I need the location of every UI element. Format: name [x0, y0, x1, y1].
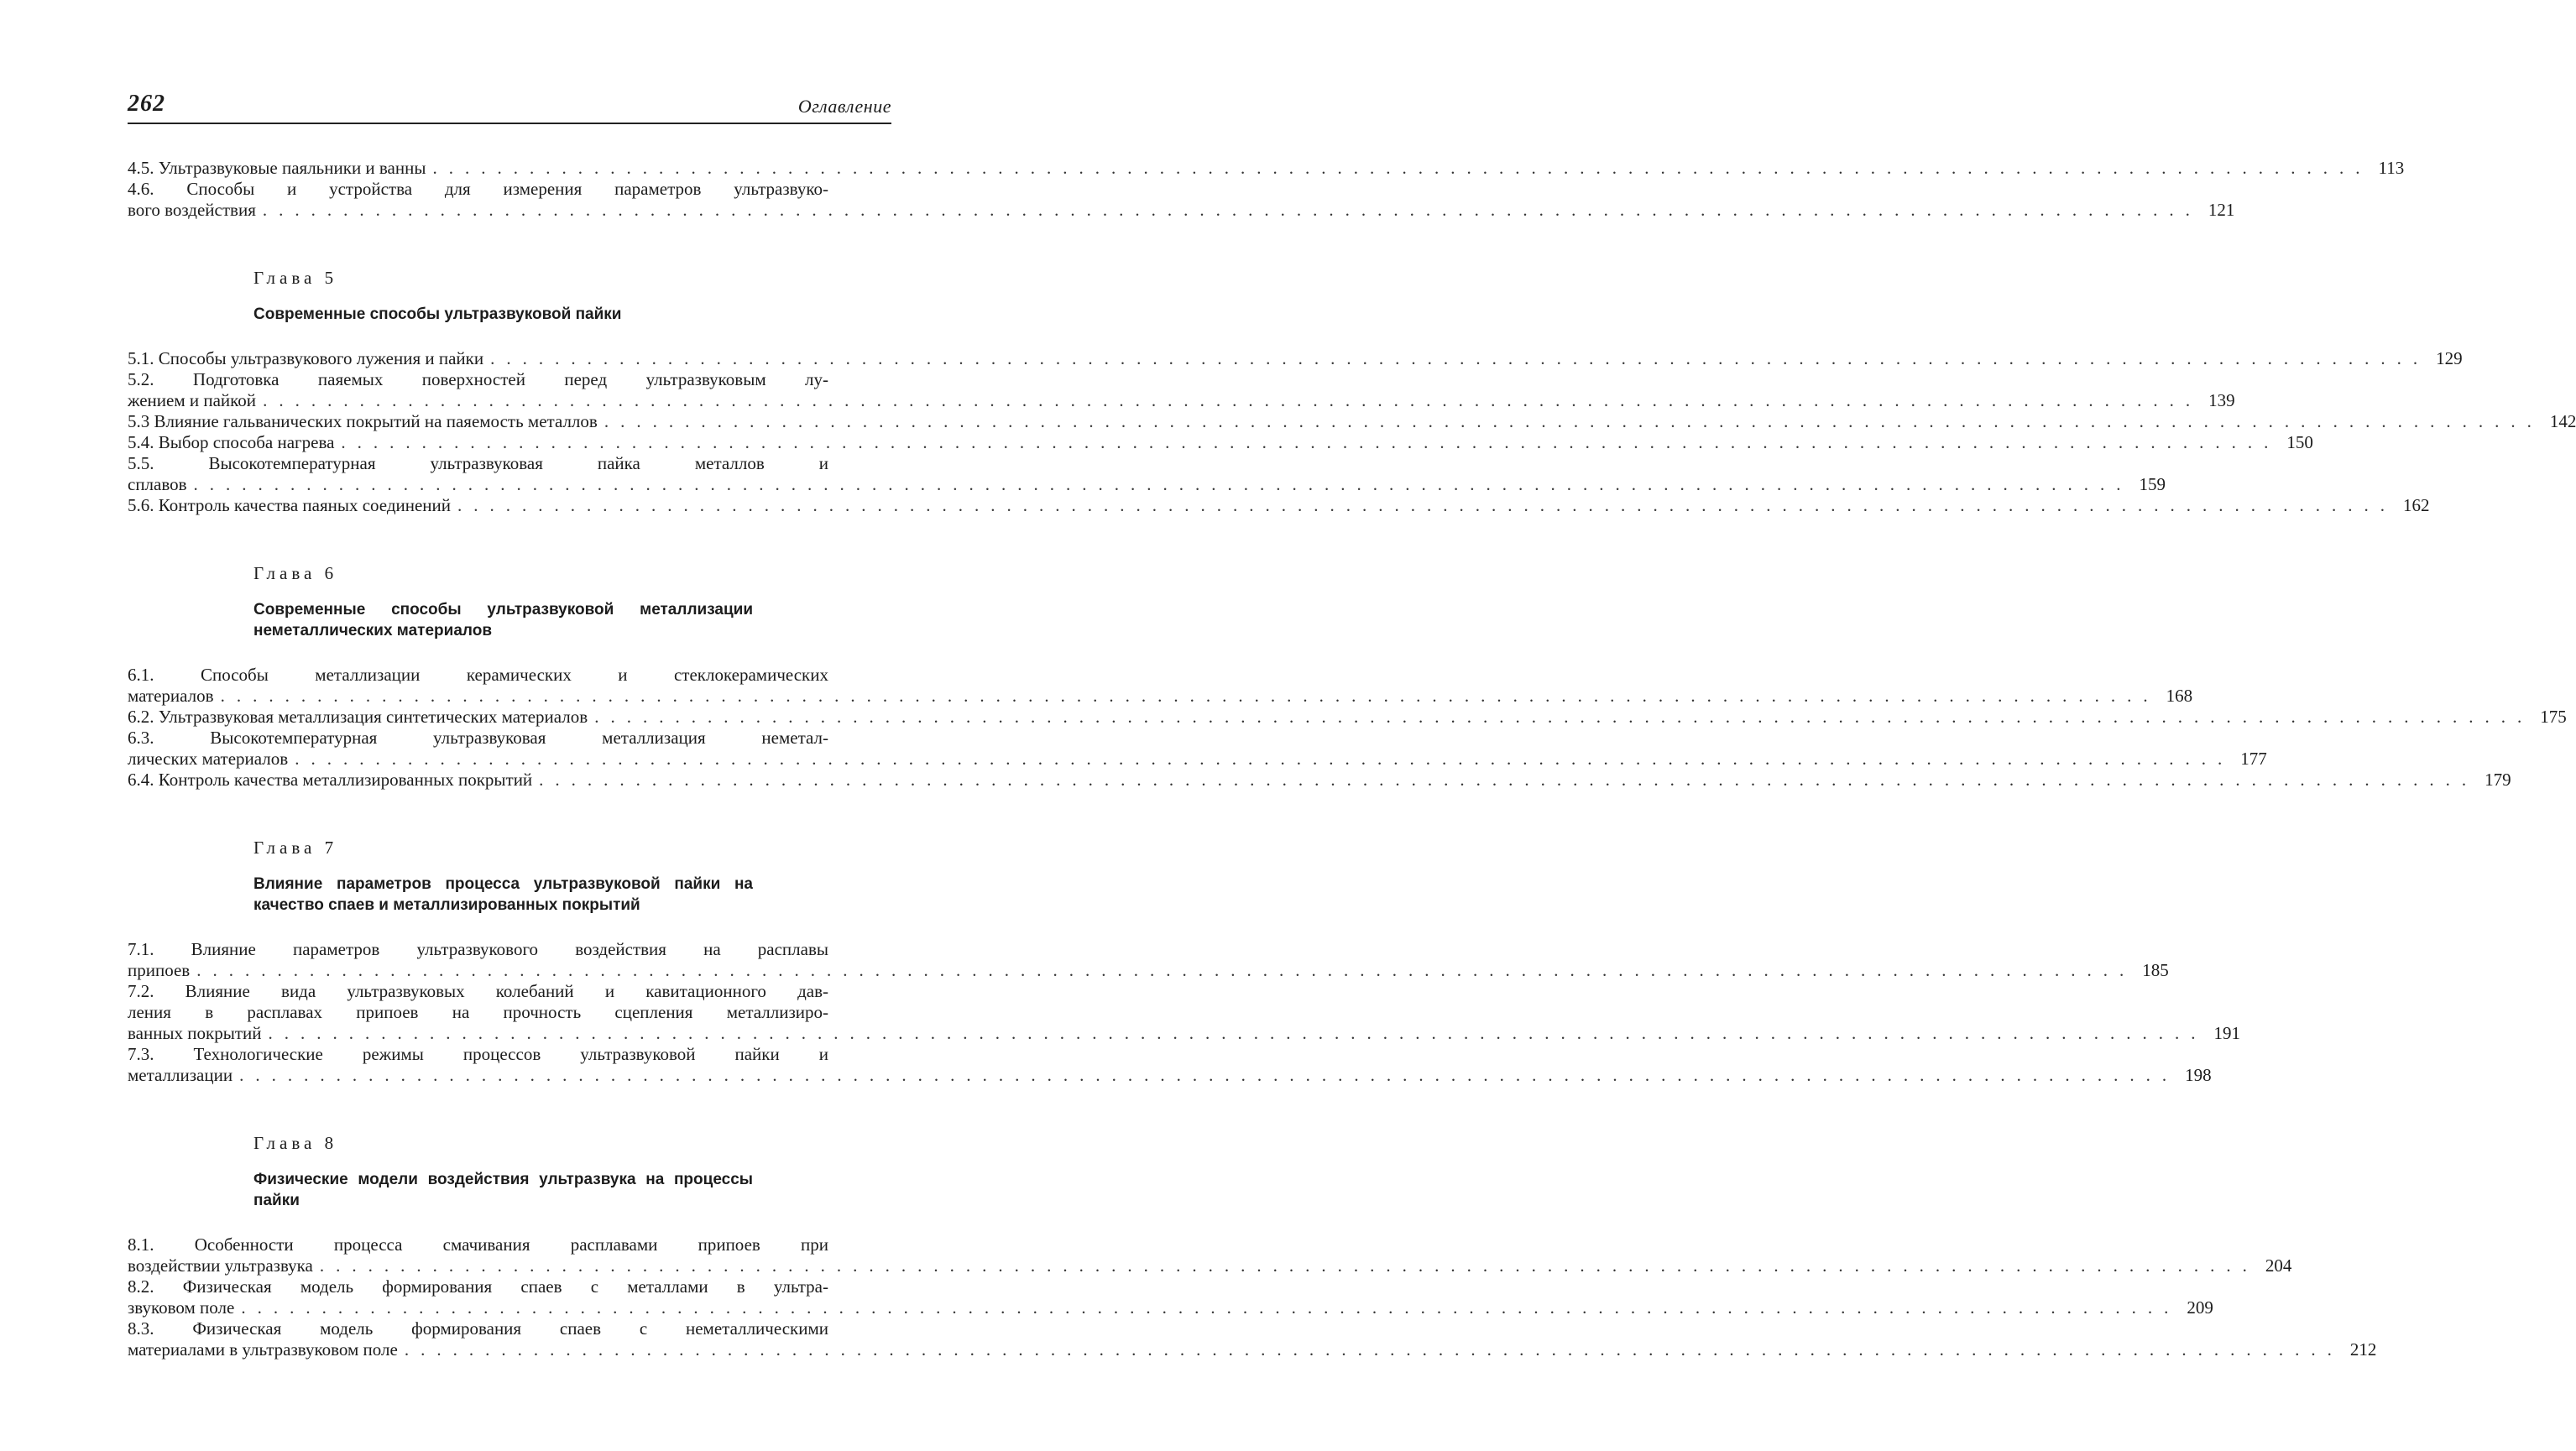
- dot-leader: ........................................................................................................................: [241, 1297, 2180, 1318]
- toc-entry-line: [128, 686, 891, 707]
- toc-entry-line: [128, 1339, 891, 1360]
- toc-entry-line: [128, 200, 891, 221]
- toc-entry-line: [128, 1234, 891, 1255]
- chapter-label: Глава 8: [128, 1133, 891, 1154]
- toc-entry[interactable]: [128, 939, 891, 981]
- toc-entry[interactable]: [128, 1318, 891, 1360]
- toc-entry-line: [128, 1276, 891, 1297]
- page-header: [128, 89, 891, 124]
- dot-leader: ........................................................................................................................: [269, 1023, 2208, 1044]
- toc-entry-text: звуковом поле: [128, 1297, 234, 1318]
- toc-entry-line: [128, 707, 891, 728]
- toc-entry[interactable]: [128, 707, 891, 728]
- toc-entry-line: [128, 1002, 891, 1023]
- toc-entry-text: 5.6. Контроль качества паяных соединений: [128, 495, 451, 516]
- section-spacer: [128, 791, 891, 816]
- dot-leader: ........................................................................................................................: [221, 686, 2160, 707]
- toc-entry-text: жением и пайкой: [128, 390, 256, 411]
- toc-entry[interactable]: [128, 495, 891, 516]
- toc-entry-line: [128, 474, 891, 495]
- toc-entry-line: [128, 411, 891, 432]
- toc-entry-text: лических материалов: [128, 749, 288, 770]
- toc-entry-line: [128, 453, 891, 474]
- dot-leader: ........................................................................................................................: [604, 411, 2543, 432]
- toc-page-number: 150: [2286, 432, 2313, 453]
- toc-entry-line: [128, 390, 891, 411]
- chapter-title: Влияние параметров процесса ультразвуковой пайки на качество спаев и металлизированных покрытий: [128, 874, 753, 916]
- toc-entry-text: 5.4. Выбор способа нагрева: [128, 432, 334, 453]
- toc-entry-text: 5.1. Способы ультразвукового лужения и пайки: [128, 348, 483, 369]
- toc-entry-text: ления в расплавах припоев на прочность сцепления металлизиро-: [128, 1002, 828, 1023]
- toc-entry-line: [128, 1044, 891, 1065]
- section-spacer: [128, 516, 891, 541]
- dot-leader: ........................................................................................................................: [194, 474, 2133, 495]
- toc-entry-line: [128, 1297, 891, 1318]
- dot-leader: ........................................................................................................................: [320, 1255, 2259, 1276]
- toc-entry-line: [128, 960, 891, 981]
- toc-entry[interactable]: [128, 179, 891, 221]
- running-title: Оглавление: [798, 96, 891, 117]
- toc-page-number: 113: [2378, 158, 2404, 179]
- dot-leader: ........................................................................................................................: [457, 495, 2396, 516]
- toc-page-number: 185: [2142, 960, 2169, 981]
- toc-entry-line: [128, 1023, 891, 1044]
- toc-entry-text: сплавов: [128, 474, 187, 495]
- page-number: 262: [128, 91, 165, 117]
- toc-entry[interactable]: [128, 665, 891, 707]
- toc-entry-text: металлизации: [128, 1065, 233, 1086]
- toc-entry-text: 7.2. Влияние вида ультразвуковых колебаний и кавитационного дав-: [128, 981, 828, 1002]
- toc-entry-text: 4.5. Ультразвуковые паяльники и ванны: [128, 158, 426, 179]
- toc-entry[interactable]: [128, 728, 891, 770]
- toc-entry-text: 5.3 Влияние гальванических покрытий на паяемость металлов: [128, 411, 598, 432]
- chapter-label: Глава 6: [128, 563, 891, 584]
- chapter-title: Современные способы ультразвуковой пайки: [128, 304, 753, 325]
- toc-entry[interactable]: [128, 981, 891, 1044]
- toc-entry-line: [128, 1255, 891, 1276]
- toc-entry-text: 8.1. Особенности процесса смачивания расплавами припоев при: [128, 1234, 828, 1255]
- toc-entry-line: [128, 348, 891, 369]
- toc-entry-text: 5.5. Высокотемпературная ультразвуковая пайка металлов и: [128, 453, 828, 474]
- dot-leader: ........................................................................................................................: [341, 432, 2280, 453]
- toc-entry[interactable]: [128, 158, 891, 179]
- toc-page-number: 139: [2208, 390, 2235, 411]
- dot-leader: ........................................................................................................................: [263, 390, 2202, 411]
- toc-entry-line: [128, 939, 891, 960]
- toc-entry-text: 6.4. Контроль качества металлизированных покрытий: [128, 770, 532, 791]
- chapter-label: Глава 7: [128, 838, 891, 859]
- toc-entry-line: [128, 665, 891, 686]
- toc-entry-line: [128, 1065, 891, 1086]
- toc-entry[interactable]: [128, 453, 891, 495]
- section-spacer: [128, 221, 891, 246]
- dot-leader: ........................................................................................................................: [239, 1065, 2178, 1086]
- toc-entry-text: 6.1. Способы металлизации керамических и стеклокерамических: [128, 665, 828, 686]
- toc-entry-text: вого воздействия: [128, 200, 256, 221]
- dot-leader: ........................................................................................................................: [539, 770, 2478, 791]
- toc-page-number: 168: [2166, 686, 2193, 707]
- toc-page-number: 121: [2208, 200, 2235, 221]
- toc-entry[interactable]: [128, 432, 891, 453]
- book-page: [0, 0, 1007, 1451]
- toc-entry-text: 7.3. Технологические режимы процессов ультразвуковой пайки и: [128, 1044, 828, 1065]
- toc-entry-line: [128, 158, 891, 179]
- chapter-title: Современные способы ультразвуковой металлизации неметаллических материалов: [128, 599, 753, 641]
- toc-entry-line: [128, 1318, 891, 1339]
- toc-page-number: 129: [2436, 348, 2463, 369]
- toc-page-number: 175: [2540, 707, 2567, 728]
- dot-leader: ........................................................................................................................: [432, 158, 2371, 179]
- toc-entry-line: [128, 749, 891, 770]
- toc-entry-line: [128, 981, 891, 1002]
- table-of-contents: [128, 158, 891, 1360]
- toc-entry[interactable]: [128, 348, 891, 369]
- toc-entry-line: [128, 369, 891, 390]
- toc-page-number: 204: [2265, 1255, 2292, 1276]
- toc-entry-text: 5.2. Подготовка паяемых поверхностей перед ультразвуковым лу-: [128, 369, 828, 390]
- toc-page-number: 142: [2550, 411, 2576, 432]
- toc-entry-text: материалами в ультразвуковом поле: [128, 1339, 398, 1360]
- dot-leader: ........................................................................................................................: [196, 960, 2135, 981]
- toc-entry-line: [128, 432, 891, 453]
- toc-entry-line: [128, 179, 891, 200]
- toc-page-number: 162: [2403, 495, 2430, 516]
- toc-entry-text: 6.2. Ультразвуковая металлизация синтетических материалов: [128, 707, 588, 728]
- toc-page-number: 198: [2185, 1065, 2212, 1086]
- dot-leader: ........................................................................................................................: [263, 200, 2202, 221]
- toc-page-number: 212: [2350, 1339, 2377, 1360]
- toc-entry-text: 4.6. Способы и устройства для измерения параметров ультразвуко-: [128, 179, 828, 200]
- toc-page-number: 191: [2214, 1023, 2241, 1044]
- toc-entry-text: 8.2. Физическая модель формирования спаев с металлами в ультра-: [128, 1276, 828, 1297]
- toc-entry-text: материалов: [128, 686, 214, 707]
- toc-page-number: 177: [2240, 749, 2267, 770]
- toc-page-number: 209: [2187, 1297, 2213, 1318]
- toc-entry[interactable]: [128, 1276, 891, 1318]
- toc-entry[interactable]: [128, 369, 891, 411]
- dot-leader: ........................................................................................................................: [594, 707, 2533, 728]
- toc-entry[interactable]: [128, 770, 891, 791]
- toc-entry[interactable]: [128, 1044, 891, 1086]
- toc-entry-text: 7.1. Влияние параметров ультразвукового воздействия на расплавы: [128, 939, 828, 960]
- toc-entry[interactable]: [128, 1234, 891, 1276]
- toc-entry-text: ванных покрытий: [128, 1023, 262, 1044]
- toc-page-number: 179: [2485, 770, 2511, 791]
- dot-leader: ........................................................................................................................: [490, 348, 2429, 369]
- toc-entry[interactable]: [128, 411, 891, 432]
- toc-entry-line: [128, 495, 891, 516]
- chapter-label: Глава 5: [128, 268, 891, 289]
- dot-leader: ........................................................................................................................: [405, 1339, 2343, 1360]
- toc-entry-text: 6.3. Высокотемпературная ультразвуковая металлизация неметал-: [128, 728, 828, 749]
- section-spacer: [128, 1086, 891, 1111]
- chapter-title: Физические модели воздействия ультразвука на процессы пайки: [128, 1169, 753, 1211]
- toc-entry-text: воздействии ультразвука: [128, 1255, 313, 1276]
- toc-entry-text: припоев: [128, 960, 190, 981]
- toc-entry-line: [128, 770, 891, 791]
- toc-entry-line: [128, 728, 891, 749]
- toc-page-number: 159: [2140, 474, 2166, 495]
- dot-leader: ........................................................................................................................: [295, 749, 2234, 770]
- toc-entry-text: 8.3. Физическая модель формирования спаев с неметаллическими: [128, 1318, 828, 1339]
